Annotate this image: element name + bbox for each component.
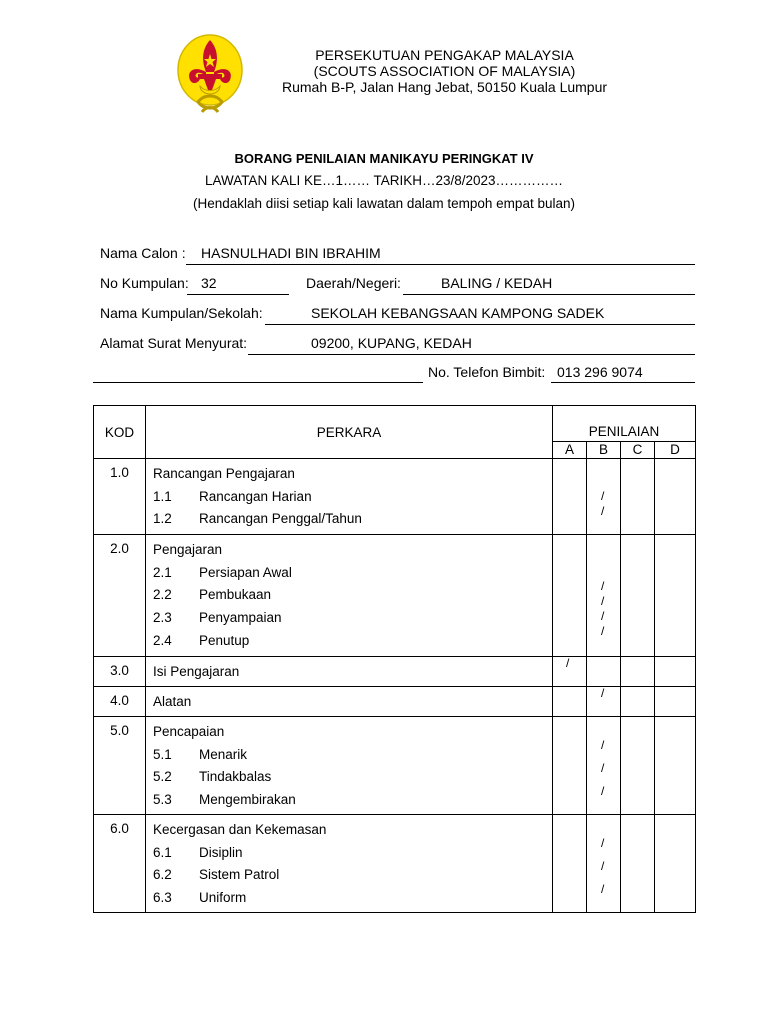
row-title: Isi Pengajaran [153,664,240,679]
table-row [94,815,696,913]
visit-line: LAWATAN KALI KE…1…… TARIKH…23/8/2023…………… [204,173,564,188]
header-penilaian: PENILAIAN [553,406,696,442]
item-number: 1.2 [153,511,172,527]
daerah-value: BALING / KEDAH [441,275,553,291]
no-kumpulan-underline [187,294,289,295]
alamat-label: Alamat Surat Menyurat: [100,335,248,351]
item-text: Penyampaian [199,610,282,626]
table-row [94,535,696,657]
daerah-underline [403,294,695,295]
nama-calon-label: Nama Calon : [100,245,186,261]
item-text: Menarik [199,746,248,762]
item-number: 6.1 [153,844,172,860]
row-kod: 1.0 [94,459,146,535]
grade-header-c: C [621,442,655,459]
nama-kumpulan-underline [265,324,695,325]
item-number: 6.2 [153,867,172,883]
grade-mark: / [601,489,605,503]
alamat-extra-line [93,382,423,383]
grade-mark: / [601,686,605,700]
grade-mark: / [601,504,605,518]
form-title: BORANG PENILAIAN MANIKAYU PERINGKAT IV [234,151,534,166]
item-text: Disiplin [199,844,243,860]
item-number: 5.2 [153,769,172,785]
row-title: Rancangan Pengajaran [153,466,295,481]
row-kod: 4.0 [94,687,146,717]
grade-mark: / [601,761,605,775]
grade-mark: / [601,594,605,608]
item-text: Penutup [199,632,250,648]
item-number: 6.3 [153,890,172,906]
table-row [94,657,696,687]
header-perkara: PERKARA [146,406,553,459]
item-text: Mengembirakan [199,792,296,808]
telefon-underline [551,382,695,383]
form-instruction: (Hendaklah diisi setiap kali lawatan dalam tempoh empat bulan) [193,196,575,211]
row-kod: 6.0 [94,815,146,913]
item-text: Persiapan Awal [199,564,292,580]
nama-calon-underline [186,264,695,265]
grade-mark: / [601,609,605,623]
grade-mark: / [601,859,605,873]
item-number: 2.1 [153,564,172,580]
item-number: 2.2 [153,587,172,603]
grade-mark: / [601,579,605,593]
grade-header-b: B [587,442,621,459]
nama-calon-value: HASNULHADI BIN IBRAHIM [201,245,381,261]
item-text: Rancangan Penggal/Tahun [199,511,362,527]
grade-mark: / [601,624,605,638]
scout-emblem-logo-icon [176,32,244,120]
alamat-underline [248,354,695,355]
daerah-label: Daerah/Negeri: [306,275,401,291]
grade-header-a: A [553,442,587,459]
table-row [94,687,696,717]
grade-mark: / [566,656,570,670]
item-text: Sistem Patrol [199,867,280,883]
org-name-malay: PERSEKUTUAN PENGAKAP MALAYSIA [315,47,574,63]
grade-mark: / [601,836,605,850]
row-kod: 5.0 [94,717,146,815]
table-row [94,717,696,815]
item-number: 1.1 [153,488,172,504]
item-text: Uniform [199,890,247,906]
item-number: 2.3 [153,610,172,626]
grade-header-d: D [655,442,696,459]
org-name-english: (SCOUTS ASSOCIATION OF MALAYSIA) [313,63,576,79]
grade-mark: / [601,738,605,752]
row-kod: 2.0 [94,535,146,657]
item-number: 5.3 [153,792,172,808]
no-kumpulan-value: 32 [201,275,217,291]
no-kumpulan-label: No Kumpulan: [100,275,189,291]
nama-kumpulan-label: Nama Kumpulan/Sekolah: [100,305,263,321]
header-kod: KOD [94,406,146,459]
nama-kumpulan-value: SEKOLAH KEBANGSAAN KAMPONG SADEK [311,305,605,321]
org-address: Rumah B-P, Jalan Hang Jebat, 50150 Kuala Lumpur [281,79,608,95]
item-number: 5.1 [153,746,172,762]
table-row [94,459,696,535]
row-title: Kecergasan dan Kekemasan [153,822,327,837]
item-text: Tindakbalas [199,769,272,785]
evaluation-table [93,405,696,913]
row-kod: 3.0 [94,657,146,687]
alamat-value: 09200, KUPANG, KEDAH [311,335,472,351]
row-title: Pengajaran [153,542,223,557]
item-text: Rancangan Harian [199,488,312,504]
telefon-label: No. Telefon Bimbit: [428,364,546,380]
grade-mark: / [601,784,605,798]
row-title: Alatan [153,694,192,709]
item-text: Pembukaan [199,587,272,603]
telefon-value: 013 296 9074 [557,364,643,380]
item-number: 2.4 [153,632,172,648]
grade-mark: / [601,882,605,896]
row-title: Pencapaian [153,724,225,739]
